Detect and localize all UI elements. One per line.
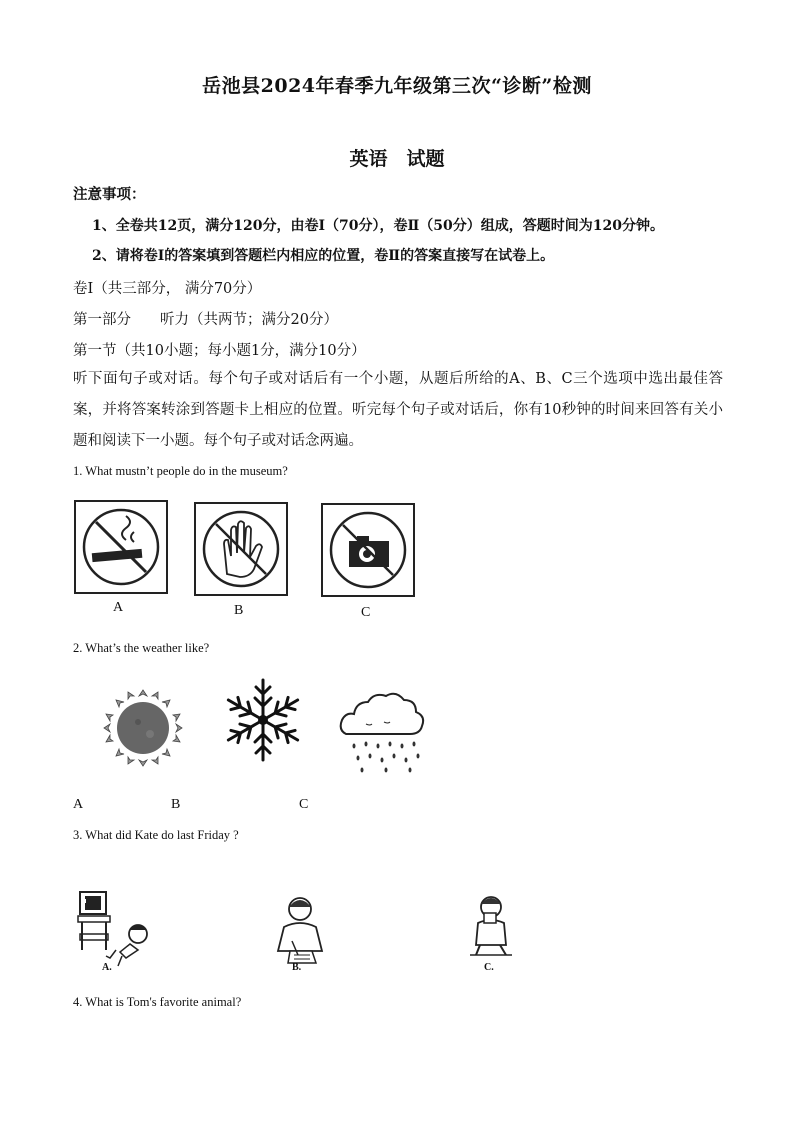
exam-subtitle: 英语 试题 (349, 148, 445, 170)
question-3: 3. What did Kate do last Friday ? (73, 828, 239, 842)
q3-option-a: A. (102, 962, 112, 973)
no-photography-icon (321, 503, 415, 597)
q1-option-c: C (361, 605, 371, 620)
part-1-heading: 第一部分 听力（共两节；满分20分） (73, 312, 338, 328)
sun-icon (98, 686, 188, 770)
no-smoking-icon (74, 500, 168, 594)
question-4: 4. What is Tom's favorite animal? (73, 995, 242, 1009)
child-eating-icon (466, 893, 516, 957)
child-watching-tv-icon (76, 890, 158, 970)
question-2: 2. What’s the weather like? (73, 641, 210, 655)
q2-option-a: A (73, 797, 84, 812)
q1-option-b: B (234, 603, 244, 618)
rain-cloud-icon (336, 688, 428, 774)
q3-option-b: B. (292, 962, 302, 973)
child-drawing-icon (272, 893, 328, 967)
q3-option-c: C. (484, 962, 494, 973)
section-1-heading: 第一节（共10小题；每小题1分，满分10分） (73, 343, 366, 359)
q2-option-c: C (299, 797, 309, 812)
exam-title: 岳池县2024年春季九年级第三次“诊断”检测 (202, 75, 592, 97)
listening-instructions: 听下面句子或对话。每个句子或对话后有一个小题，从题后所给的A、B、C三个选项中选出最佳答案，并将答案转涂到答题卡上相应的位置。听完每个句子或对话后，你有10秒钟的时间来回答有关小题和阅读下一小题。每个句子或对话念两遍。 (73, 371, 723, 449)
notes-heading: 注意事项： (73, 186, 146, 203)
snowflake-icon (220, 677, 306, 763)
q1-option-a: A (113, 600, 124, 615)
q2-option-b: B (171, 797, 181, 812)
no-touching-icon (194, 502, 288, 596)
question-1: 1. What mustn’t people do in the museum? (73, 464, 288, 478)
paper-1-heading: 卷Ⅰ（共三部分， 满分70分） (73, 281, 262, 297)
note-item-1: 1、全卷共12页，满分120分，由卷Ⅰ（70分），卷Ⅱ（50分）组成，答题时间为120分钟。 (92, 218, 664, 234)
note-item-2: 2、请将卷Ⅰ的答案填到答题栏内相应的位置，卷Ⅱ的答案直接写在试卷上。 (92, 248, 555, 264)
